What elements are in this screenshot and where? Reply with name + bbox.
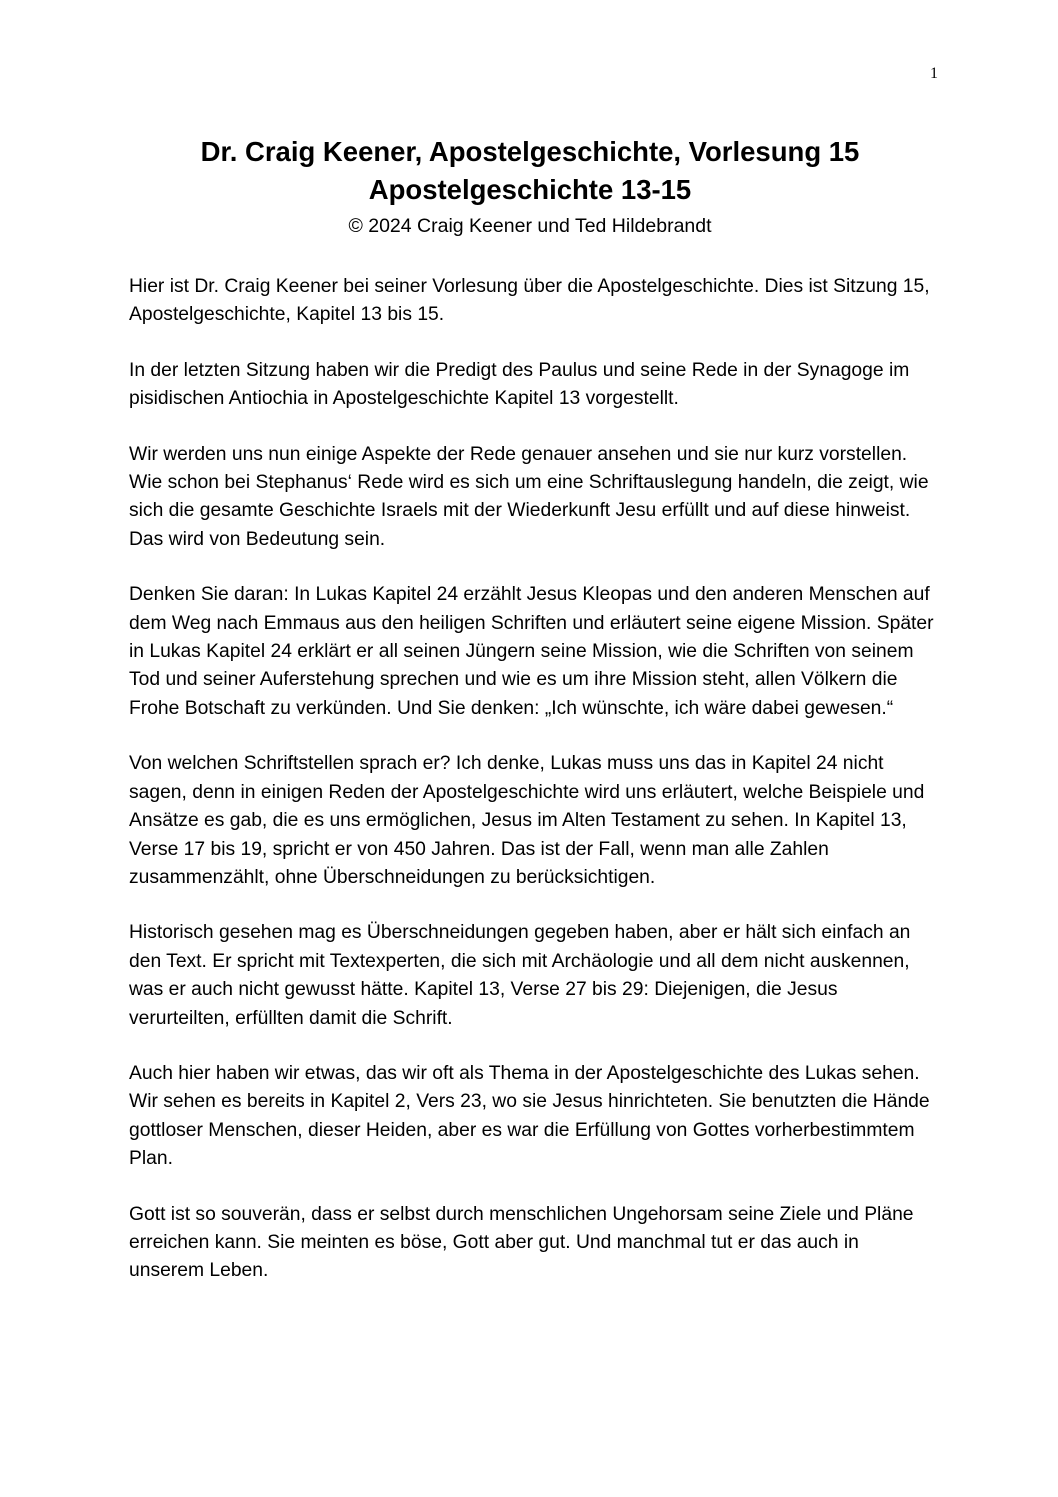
paragraph: Gott ist so souverän, dass er selbst durch menschlichen Ungehorsam seine Ziele und Pläne erreichen kann. Sie meinten es böse, Gott aber gut. Und manchmal tut er das auch in unserem Leben. bbox=[129, 1203, 914, 1282]
paragraph: Von welchen Schriftstellen sprach er? Ich denke, Lukas muss uns das in Kapitel 24 nicht sagen, denn in einigen Reden der Apostelgeschichte wird uns erläutert, welche Beispiele und Ansätze es gab, die es uns ermöglichen, Jesus im Alten Testament zu sehen. In Kapitel 13, Verse 17 bis 19, spricht er von 450 Jahren. Das ist der Fall, wenn man alle Zahlen zusammenzählt, ohne Überschneidungen zu berücksichtigen. bbox=[129, 753, 925, 888]
paragraph: Wir werden uns nun einige Aspekte der Rede genauer ansehen und sie nur kurz vorstellen. Wie schon bei Stephanus‘ Rede wird es sich um eine Schriftauslegung handeln, die zeigt, wie sich die gesamte Geschichte Israels mit der Wiederkunft Jesu erfüllt und auf diese hinweist. Das wird von Bedeutung sein. bbox=[129, 443, 929, 550]
paragraph: Hier ist Dr. Craig Keener bei seiner Vorlesung über die Apostelgeschichte. Dies ist Sitzung 15, Apostelgeschichte, Kapitel 13 bis 15. bbox=[129, 276, 930, 326]
page-number: 1 bbox=[930, 65, 938, 82]
document-header bbox=[100, 133, 960, 240]
copyright-line: © 2024 Craig Keener und Ted Hildebrandt bbox=[348, 215, 712, 237]
paragraph: In der letzten Sitzung haben wir die Predigt des Paulus und seine Rede in der Synagoge im pisidischen Antiochia in Apostelgeschichte Kapitel 13 vorgestellt. bbox=[129, 359, 910, 410]
document-subtitle: Apostelgeschichte 13-15 bbox=[368, 174, 692, 205]
document-title: Dr. Craig Keener, Apostelgeschichte, Vorlesung 15 bbox=[200, 136, 860, 167]
paragraph: Denken Sie daran: In Lukas Kapitel 24 erzählt Jesus Kleopas und den anderen Menschen auf dem Weg nach Emmaus aus den heiligen Schriften und erläutert seine eigene Mission. Später in Lukas Kapitel 24 erklärt er all seinen Jüngern seine Mission, wie die Schriften von seinem Tod und seiner Auferstehung sprechen und wie es um ihre Mission steht, allen Völkern die Frohe Botschaft zu verkünden. Und Sie denken: „Ich wünschte, ich wäre dabei gewesen.“ bbox=[129, 584, 934, 719]
document-body bbox=[129, 273, 935, 1313]
paragraph: Auch hier haben wir etwas, das wir oft als Thema in der Apostelgeschichte des Lukas sehen. Wir sehen es bereits in Kapitel 2, Vers 23, wo sie Jesus hinrichteten. Sie benutzten die Hände gottloser Menschen, dieser Heiden, aber es war die Erfüllung von Gottes vorherbestimmtem Plan. bbox=[129, 1062, 930, 1170]
paragraph: Historisch gesehen mag es Überschneidungen gegeben haben, aber er hält sich einfach an den Text. Er spricht mit Textexperten, die sich mit Archäologie und all dem nicht auskennen, was er auch nicht gewusst hätte. Kapitel 13, Verse 27 bis 29: Diejenigen, die Jesus verurteilten, erfüllten damit die Schrift. bbox=[129, 922, 911, 1029]
